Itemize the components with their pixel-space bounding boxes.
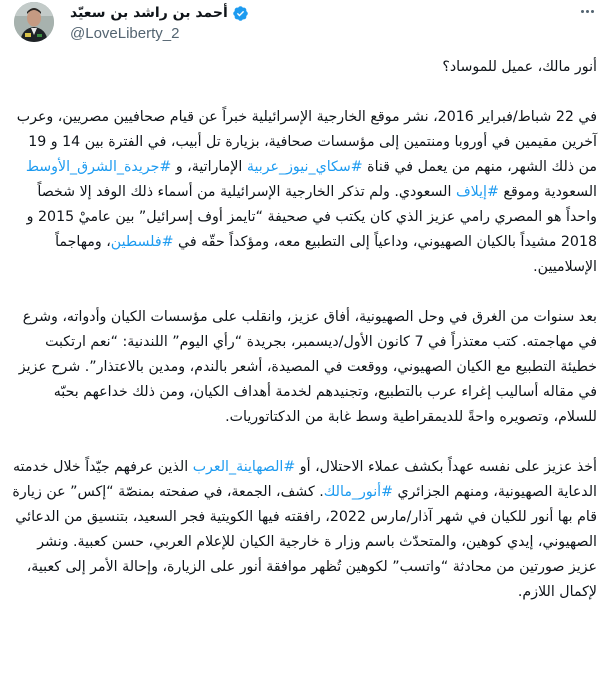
more-horizontal-icon-dot: [586, 10, 589, 13]
text-segment: أخذ عزيز على نفسه عهداً بكشف عملاء الاحتلال، أو: [295, 459, 597, 475]
more-options-button[interactable]: [577, 4, 597, 18]
hashtag-link[interactable]: #جريدة_الشرق_الأوسط: [25, 159, 172, 175]
profile-photo-icon: [14, 2, 54, 42]
author-display-name[interactable]: أحمد بن راشد بن سعيّد: [70, 5, 228, 21]
tweet-header: [12, 2, 597, 50]
author-handle[interactable]: @LoveLiberty_2: [70, 25, 180, 42]
text-segment: السعودي. ولم تذكر الخارجية الإسرائيلية من أسماء ذلك الوفد إلا شخصاً واحداً هو المصري رامي عزيز الذي كان يكتب في صحيفة “تايمز أوف إسرائيل” بين عاميْ 2015 و 2018 مشيداً بالكيان الصهيوني، وداعياً إلى التطبيع معه، ومؤكداً حقّه في: [26, 184, 597, 250]
more-horizontal-icon: [581, 10, 584, 13]
text-segment: الذين عرفهم جيّداً خلال خدمته الدعاية الصهيونية، ومنهم الجزائري: [12, 459, 597, 500]
tweet-paragraph-2: بعد سنوات من الغرق في وحل الصهيونية، أفاق عزيز، وانقلب على مؤسسات الكيان وأدواته، وشرع في مهاجمته. كتب معتذراً في 7 كانون الأول/ديسمبر، بجريدة “رأي اليوم” اللندنية: “نعم ارتكبت خطيئة التطبيع مع الكيان الصهيوني، ووقعت في المصيدة، أشعر بالندم، ومدين بالاعتذار”. شرح عزيز في مقاله أساليب إغراء عرب بالتطبيع، وتجنيدهم لخدمة أهداف الكيان، ومن ذلك خداعهم بحبّه للسلام، وتصويره واحةً للديمقراطية وسط غابة من الدكتاتوريات.: [18, 309, 597, 425]
verified-badge-icon: [232, 5, 249, 22]
hashtag-link[interactable]: #فلسطين: [110, 234, 174, 250]
hashtag-link[interactable]: #سكاي_نيوز_عربية: [246, 159, 363, 175]
tweet-text: [12, 55, 597, 630]
text-segment: في 22 شباط/فبراير 2016، نشر موقع الخارجية الإسرائيلية خبراً عن قيام صحافيين مصريين، وعرب آخرين مقيمين في أوروبا ومنتمين إلى مؤسسات صحافية، بزيارة تل أبيب، في الفترة بين 14 و 19 من ذلك الشهر، منهم من يعمل في قناة: [16, 109, 597, 175]
more-horizontal-icon-dot: [591, 10, 594, 13]
hashtag-link[interactable]: #الصهاينة_العرب: [192, 459, 296, 475]
hashtag-link[interactable]: #إيلاف: [455, 184, 499, 200]
tweet-title-line: أنور مالك، عميل للموساد؟: [442, 59, 597, 75]
author-names: [70, 3, 249, 42]
text-segment: الإماراتية، و: [171, 159, 247, 175]
text-segment: ، ومهاجماً الإسلاميين.: [55, 234, 597, 275]
text-segment: . كشف، الجمعة، في صفحته بمنصّة “إكس” عن زيارة قام بها أنور للكيان في شهر آذار/مارس 2022، رافقته فيها الكويتية فجر السعيد، بتنسيق من الدعائي الصهيوني، إيدي كوهين، والمتحدّث باسم وزار ة خارجية الكيان للإعلام العربي، حسن كعبية. ونشر عزيز صورتين من محادثة “واتسب” لكوهين تُظهر موافقة أنور على الزيارة، وإحالة الأمر إلى كعبية، لإكمال اللازم.: [12, 484, 597, 600]
text-segment: السعودية وموقع: [498, 184, 597, 200]
display-name-row: [70, 3, 249, 23]
tweet-paragraph-1: [12, 105, 597, 280]
avatar[interactable]: [14, 2, 54, 42]
hashtag-link[interactable]: #أنور_مالك: [323, 484, 393, 500]
tweet-paragraph-3: [12, 455, 597, 605]
